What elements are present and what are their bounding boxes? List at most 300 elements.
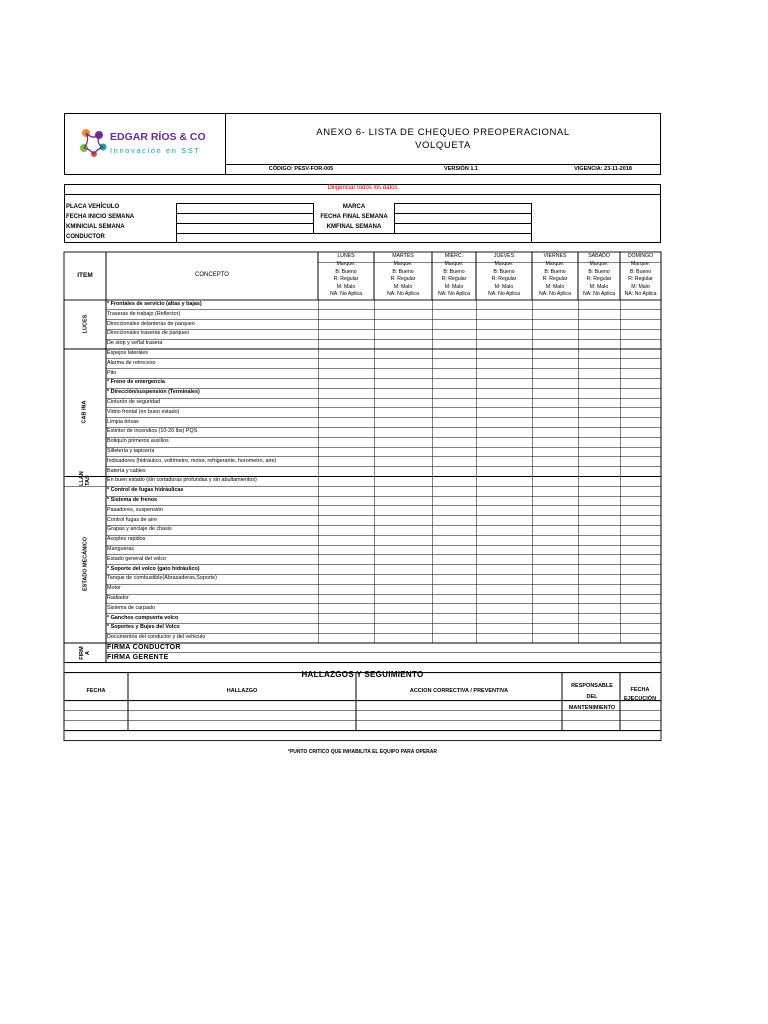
check-cell[interactable] <box>532 300 578 310</box>
check-cell[interactable] <box>318 623 374 633</box>
check-cell[interactable] <box>318 339 374 349</box>
check-cell[interactable] <box>432 320 476 330</box>
check-cell[interactable] <box>476 398 532 408</box>
form-version: VERSIÓN 1.1 <box>444 166 478 172</box>
item-header: ITEM <box>77 272 93 279</box>
checklist-row-label: * Sistema de frenos <box>107 497 158 503</box>
checklist-row-label: Grapas y anclaje de chasis <box>107 526 172 533</box>
check-cell[interactable] <box>476 339 532 349</box>
check-cell[interactable] <box>432 574 476 584</box>
day-legend-3: Marque: B: Bueno R: Regular M: Malo NA: No Aplica <box>437 261 470 298</box>
check-cell[interactable] <box>432 310 476 320</box>
check-cell[interactable] <box>578 506 620 516</box>
check-cell[interactable] <box>532 427 578 437</box>
check-cell[interactable] <box>620 467 661 477</box>
check-cell[interactable] <box>476 418 532 428</box>
check-cell[interactable] <box>532 467 578 477</box>
check-cell[interactable] <box>620 339 661 349</box>
check-cell[interactable] <box>578 623 620 633</box>
check-cell[interactable] <box>532 506 578 516</box>
check-cell[interactable] <box>532 614 578 624</box>
checklist-row-label: Limpia brisas <box>107 418 139 425</box>
check-cell[interactable] <box>476 525 532 535</box>
check-cell[interactable] <box>620 369 661 379</box>
check-cell[interactable] <box>318 359 374 369</box>
check-cell[interactable] <box>620 516 661 526</box>
check-cell[interactable] <box>578 496 620 506</box>
check-cell[interactable] <box>578 467 620 477</box>
checklist-row-label: Estado general del volco <box>107 555 167 562</box>
check-cell[interactable] <box>578 555 620 565</box>
check-cell[interactable] <box>318 320 374 330</box>
check-cell[interactable] <box>532 408 578 418</box>
check-cell[interactable] <box>578 516 620 526</box>
findings-col-date: FECHA <box>86 688 106 694</box>
check-cell[interactable] <box>374 418 432 428</box>
day-header-1: LUNES <box>337 253 355 259</box>
check-cell[interactable] <box>374 457 432 467</box>
findings-col-action: ACCION CORRECTIVA / PREVENTIVA <box>409 688 509 694</box>
check-cell[interactable] <box>374 388 432 398</box>
check-cell[interactable] <box>432 545 476 555</box>
check-cell[interactable] <box>620 496 661 506</box>
check-cell[interactable] <box>476 584 532 594</box>
findings-col-exec: FECHA EJECUCIÓN <box>623 687 657 702</box>
check-cell[interactable] <box>318 329 374 339</box>
check-cell[interactable] <box>476 320 532 330</box>
section-label: LLAN TAS <box>78 471 91 487</box>
check-cell[interactable] <box>620 584 661 594</box>
form-code: CÓDIGO: PESV-FOR-005 <box>268 166 334 172</box>
check-cell[interactable] <box>476 565 532 575</box>
check-cell[interactable] <box>374 594 432 604</box>
check-cell[interactable] <box>432 535 476 545</box>
check-cell[interactable] <box>578 329 620 339</box>
check-cell[interactable] <box>532 604 578 614</box>
day-header-7: DOMINGO <box>627 253 654 259</box>
check-cell[interactable] <box>318 476 374 486</box>
check-cell[interactable] <box>374 349 432 359</box>
check-cell[interactable] <box>432 584 476 594</box>
check-cell[interactable] <box>432 506 476 516</box>
check-cell[interactable] <box>532 496 578 506</box>
check-cell[interactable] <box>532 545 578 555</box>
check-cell[interactable] <box>578 339 620 349</box>
check-cell[interactable] <box>318 300 374 310</box>
checklist-row-label: * Control de fugas hidráulicas <box>107 487 184 494</box>
label-plate: PLACA VEHÍCULO <box>66 204 120 210</box>
check-cell[interactable] <box>432 633 476 643</box>
check-cell[interactable] <box>432 359 476 369</box>
check-cell[interactable] <box>620 378 661 388</box>
check-cell[interactable] <box>476 496 532 506</box>
check-cell[interactable] <box>578 535 620 545</box>
check-cell[interactable] <box>318 437 374 447</box>
check-cell[interactable] <box>620 398 661 408</box>
check-cell[interactable] <box>374 496 432 506</box>
label-brand: MARCA <box>342 204 366 210</box>
check-cell[interactable] <box>432 457 476 467</box>
check-cell[interactable] <box>620 359 661 369</box>
check-cell[interactable] <box>532 476 578 486</box>
check-cell[interactable] <box>578 349 620 359</box>
check-cell[interactable] <box>318 467 374 477</box>
check-cell[interactable] <box>620 476 661 486</box>
check-cell[interactable] <box>318 614 374 624</box>
check-cell[interactable] <box>620 506 661 516</box>
check-cell[interactable] <box>318 496 374 506</box>
check-cell[interactable] <box>374 545 432 555</box>
check-cell[interactable] <box>620 457 661 467</box>
check-cell[interactable] <box>318 310 374 320</box>
check-cell[interactable] <box>318 604 374 614</box>
instruction-text: Diligenciar todos los datos <box>327 185 398 191</box>
check-cell[interactable] <box>374 476 432 486</box>
check-cell[interactable] <box>476 329 532 339</box>
check-cell[interactable] <box>578 398 620 408</box>
check-cell[interactable] <box>620 418 661 428</box>
check-cell[interactable] <box>432 427 476 437</box>
check-cell[interactable] <box>620 349 661 359</box>
check-cell[interactable] <box>578 574 620 584</box>
check-cell[interactable] <box>620 594 661 604</box>
checklist-row-label: Indicadores (hidráulico, voltímetro, motor, refrigerante, horometro, aire) <box>107 457 277 464</box>
check-cell[interactable] <box>532 359 578 369</box>
check-cell[interactable] <box>432 339 476 349</box>
check-cell[interactable] <box>432 300 476 310</box>
check-cell[interactable] <box>432 623 476 633</box>
section-label: LUCES <box>82 314 88 333</box>
check-cell[interactable] <box>374 516 432 526</box>
check-cell[interactable] <box>374 378 432 388</box>
check-cell[interactable] <box>432 516 476 526</box>
check-cell[interactable] <box>432 408 476 418</box>
check-cell[interactable] <box>620 565 661 575</box>
check-cell[interactable] <box>318 418 374 428</box>
check-cell[interactable] <box>532 388 578 398</box>
check-cell[interactable] <box>432 467 476 477</box>
check-cell[interactable] <box>532 310 578 320</box>
section-label: FIRM A <box>78 646 91 660</box>
check-cell[interactable] <box>374 300 432 310</box>
check-cell[interactable] <box>532 584 578 594</box>
check-cell[interactable] <box>318 565 374 575</box>
check-cell[interactable] <box>374 535 432 545</box>
check-cell[interactable] <box>620 574 661 584</box>
check-cell[interactable] <box>578 300 620 310</box>
check-cell[interactable] <box>318 545 374 555</box>
check-cell[interactable] <box>476 506 532 516</box>
check-cell[interactable] <box>578 408 620 418</box>
logo-name: EDGAR RÍOS & CO <box>110 131 206 143</box>
check-cell[interactable] <box>476 457 532 467</box>
check-cell[interactable] <box>432 476 476 486</box>
check-cell[interactable] <box>318 584 374 594</box>
check-cell[interactable] <box>476 574 532 584</box>
checklist-row-label: Direccionales delanteras de parqueo <box>107 320 195 327</box>
check-cell[interactable] <box>432 388 476 398</box>
check-cell[interactable] <box>476 633 532 643</box>
label-km-end: KMFINAL SEMANA <box>326 224 382 230</box>
check-cell[interactable] <box>476 555 532 565</box>
check-cell[interactable] <box>318 398 374 408</box>
check-cell[interactable] <box>432 329 476 339</box>
check-cell[interactable] <box>374 320 432 330</box>
check-cell[interactable] <box>578 369 620 379</box>
check-cell[interactable] <box>620 614 661 624</box>
check-cell[interactable] <box>432 378 476 388</box>
check-cell[interactable] <box>476 516 532 526</box>
check-cell[interactable] <box>318 408 374 418</box>
checklist-row-label: Documentos del conductor y del vehiculo <box>107 634 206 641</box>
check-cell[interactable] <box>374 574 432 584</box>
check-cell[interactable] <box>532 486 578 496</box>
checklist-row-label: Batería y cables <box>107 467 146 474</box>
check-cell[interactable] <box>476 359 532 369</box>
check-cell[interactable] <box>374 486 432 496</box>
check-cell[interactable] <box>476 614 532 624</box>
check-cell[interactable] <box>432 496 476 506</box>
check-cell[interactable] <box>578 476 620 486</box>
checklist-row-label: Silletería y tapicería <box>107 448 155 454</box>
check-cell[interactable] <box>476 486 532 496</box>
check-cell[interactable] <box>532 633 578 643</box>
check-cell[interactable] <box>578 594 620 604</box>
logo-icon <box>76 126 110 160</box>
check-cell[interactable] <box>432 604 476 614</box>
check-cell[interactable] <box>476 594 532 604</box>
check-cell[interactable] <box>476 467 532 477</box>
check-cell[interactable] <box>374 623 432 633</box>
check-cell[interactable] <box>476 427 532 437</box>
check-cell[interactable] <box>620 447 661 457</box>
check-cell[interactable] <box>318 349 374 359</box>
check-cell[interactable] <box>532 329 578 339</box>
check-cell[interactable] <box>620 310 661 320</box>
check-cell[interactable] <box>318 427 374 437</box>
check-cell[interactable] <box>318 594 374 604</box>
check-cell[interactable] <box>476 310 532 320</box>
check-cell[interactable] <box>620 604 661 614</box>
check-cell[interactable] <box>578 614 620 624</box>
check-cell[interactable] <box>318 535 374 545</box>
logo-tagline: Innovación en SST <box>110 146 201 155</box>
checklist-row-label: Extintor de incendios (10-20 lbs) PQS <box>107 428 198 435</box>
check-cell[interactable] <box>374 369 432 379</box>
check-cell[interactable] <box>620 525 661 535</box>
check-cell[interactable] <box>476 545 532 555</box>
check-cell[interactable] <box>476 349 532 359</box>
label-start-date: FECHA INICIO SEMANA <box>66 214 135 220</box>
checklist-row-label: Direccionales traseras de parqueo <box>107 330 190 337</box>
check-cell[interactable] <box>374 398 432 408</box>
check-cell[interactable] <box>620 623 661 633</box>
check-cell[interactable] <box>532 418 578 428</box>
check-cell[interactable] <box>578 447 620 457</box>
check-cell[interactable] <box>578 359 620 369</box>
checklist-row-label: Pasadores, suspensión <box>107 506 164 513</box>
check-cell[interactable] <box>476 437 532 447</box>
check-cell[interactable] <box>476 388 532 398</box>
checklist-row-label: * Dirección/suspensión (Terminales) <box>107 389 200 396</box>
check-cell[interactable] <box>432 555 476 565</box>
check-cell[interactable] <box>620 388 661 398</box>
check-cell[interactable] <box>374 604 432 614</box>
checklist-row-label: * Frontales de servicio (altas y bajas) <box>107 301 202 307</box>
check-cell[interactable] <box>318 555 374 565</box>
check-cell[interactable] <box>620 555 661 565</box>
check-cell[interactable] <box>318 525 374 535</box>
check-cell[interactable] <box>578 320 620 330</box>
check-cell[interactable] <box>318 378 374 388</box>
check-cell[interactable] <box>476 408 532 418</box>
check-cell[interactable] <box>532 623 578 633</box>
check-cell[interactable] <box>318 447 374 457</box>
check-cell[interactable] <box>532 555 578 565</box>
check-cell[interactable] <box>432 418 476 428</box>
checklist-row-label: Acoples rapidos <box>107 536 146 543</box>
check-cell[interactable] <box>374 359 432 369</box>
km-end-field[interactable] <box>394 223 532 234</box>
check-cell[interactable] <box>620 535 661 545</box>
check-cell[interactable] <box>318 506 374 516</box>
title-line-2: VOLQUETA <box>415 140 471 151</box>
check-cell[interactable] <box>374 555 432 565</box>
check-cell[interactable] <box>578 486 620 496</box>
day-legend-2: Marque: B: Bueno R: Regular M: Malo NA: No Aplica <box>386 261 419 298</box>
check-cell[interactable] <box>374 525 432 535</box>
check-cell[interactable] <box>620 300 661 310</box>
check-cell[interactable] <box>374 437 432 447</box>
findings-col-responsible: RESPONSABLE DEL MANTENIMIENTO <box>568 683 616 711</box>
check-cell[interactable] <box>578 418 620 428</box>
check-cell[interactable] <box>476 300 532 310</box>
check-cell[interactable] <box>432 398 476 408</box>
check-cell[interactable] <box>318 457 374 467</box>
section-label: CAB INA <box>81 400 88 424</box>
check-cell[interactable] <box>374 506 432 516</box>
checklist-row-label: Radiador <box>107 595 129 601</box>
driver-field[interactable] <box>176 233 532 243</box>
check-cell[interactable] <box>532 447 578 457</box>
label-end-date: FECHA FINAL SEMANA <box>320 214 388 220</box>
check-cell[interactable] <box>620 320 661 330</box>
check-cell[interactable] <box>532 525 578 535</box>
check-cell[interactable] <box>532 320 578 330</box>
check-cell[interactable] <box>532 369 578 379</box>
checklist-row-label: Control fugas de aire <box>107 516 158 523</box>
check-cell[interactable] <box>532 398 578 408</box>
check-cell[interactable] <box>532 349 578 359</box>
check-cell[interactable] <box>532 457 578 467</box>
concept-header: CONCEPTO <box>195 272 229 278</box>
check-cell[interactable] <box>578 525 620 535</box>
check-cell[interactable] <box>432 614 476 624</box>
check-cell[interactable] <box>578 604 620 614</box>
check-cell[interactable] <box>374 310 432 320</box>
header-rule <box>225 164 661 165</box>
check-cell[interactable] <box>432 525 476 535</box>
day-header-4: JUEVES <box>493 253 515 259</box>
findings-col-finding: HALLAZGO <box>226 688 258 694</box>
check-cell[interactable] <box>476 369 532 379</box>
check-cell[interactable] <box>374 408 432 418</box>
check-cell[interactable] <box>620 545 661 555</box>
check-cell[interactable] <box>578 584 620 594</box>
check-cell[interactable] <box>620 329 661 339</box>
check-cell[interactable] <box>374 467 432 477</box>
check-cell[interactable] <box>532 516 578 526</box>
check-cell[interactable] <box>476 378 532 388</box>
check-cell[interactable] <box>318 633 374 643</box>
check-cell[interactable] <box>432 447 476 457</box>
check-cell[interactable] <box>432 437 476 447</box>
day-header-5: VIERNES <box>543 253 567 259</box>
check-cell[interactable] <box>620 633 661 643</box>
check-cell[interactable] <box>532 565 578 575</box>
checklist-row-label: * Soportes y Bujes del Volco <box>107 624 180 631</box>
check-cell[interactable] <box>620 437 661 447</box>
check-cell[interactable] <box>578 378 620 388</box>
signature-label: FIRMA CONDUCTOR <box>107 644 181 651</box>
check-cell[interactable] <box>374 614 432 624</box>
check-cell[interactable] <box>578 545 620 555</box>
check-cell[interactable] <box>476 476 532 486</box>
check-cell[interactable] <box>432 565 476 575</box>
check-cell[interactable] <box>432 486 476 496</box>
check-cell[interactable] <box>432 369 476 379</box>
check-cell[interactable] <box>578 437 620 447</box>
check-cell[interactable] <box>578 633 620 643</box>
check-cell[interactable] <box>620 486 661 496</box>
check-cell[interactable] <box>318 574 374 584</box>
check-cell[interactable] <box>620 427 661 437</box>
check-cell[interactable] <box>318 516 374 526</box>
check-cell[interactable] <box>578 310 620 320</box>
check-cell[interactable] <box>318 369 374 379</box>
check-cell[interactable] <box>532 574 578 584</box>
check-cell[interactable] <box>318 486 374 496</box>
check-cell[interactable] <box>578 565 620 575</box>
check-cell[interactable] <box>578 457 620 467</box>
check-cell[interactable] <box>532 339 578 349</box>
check-cell[interactable] <box>476 535 532 545</box>
label-km-start: KMINICIAL SEMANA <box>66 224 125 230</box>
form-title <box>226 114 660 164</box>
check-cell[interactable] <box>432 594 476 604</box>
check-cell[interactable] <box>374 427 432 437</box>
check-cell[interactable] <box>374 329 432 339</box>
check-cell[interactable] <box>532 594 578 604</box>
check-cell[interactable] <box>374 339 432 349</box>
check-cell[interactable] <box>374 633 432 643</box>
check-cell[interactable] <box>476 447 532 457</box>
check-cell[interactable] <box>374 584 432 594</box>
check-cell[interactable] <box>432 349 476 359</box>
check-cell[interactable] <box>578 388 620 398</box>
check-cell[interactable] <box>578 427 620 437</box>
check-cell[interactable] <box>374 447 432 457</box>
check-cell[interactable] <box>620 408 661 418</box>
check-cell[interactable] <box>318 388 374 398</box>
check-cell[interactable] <box>532 437 578 447</box>
check-cell[interactable] <box>476 604 532 614</box>
check-cell[interactable] <box>374 565 432 575</box>
day-legend-4: Marque: B: Bueno R: Regular M: Malo NA: No Aplica <box>487 261 520 298</box>
check-cell[interactable] <box>532 378 578 388</box>
check-cell[interactable] <box>532 535 578 545</box>
check-cell[interactable] <box>476 623 532 633</box>
